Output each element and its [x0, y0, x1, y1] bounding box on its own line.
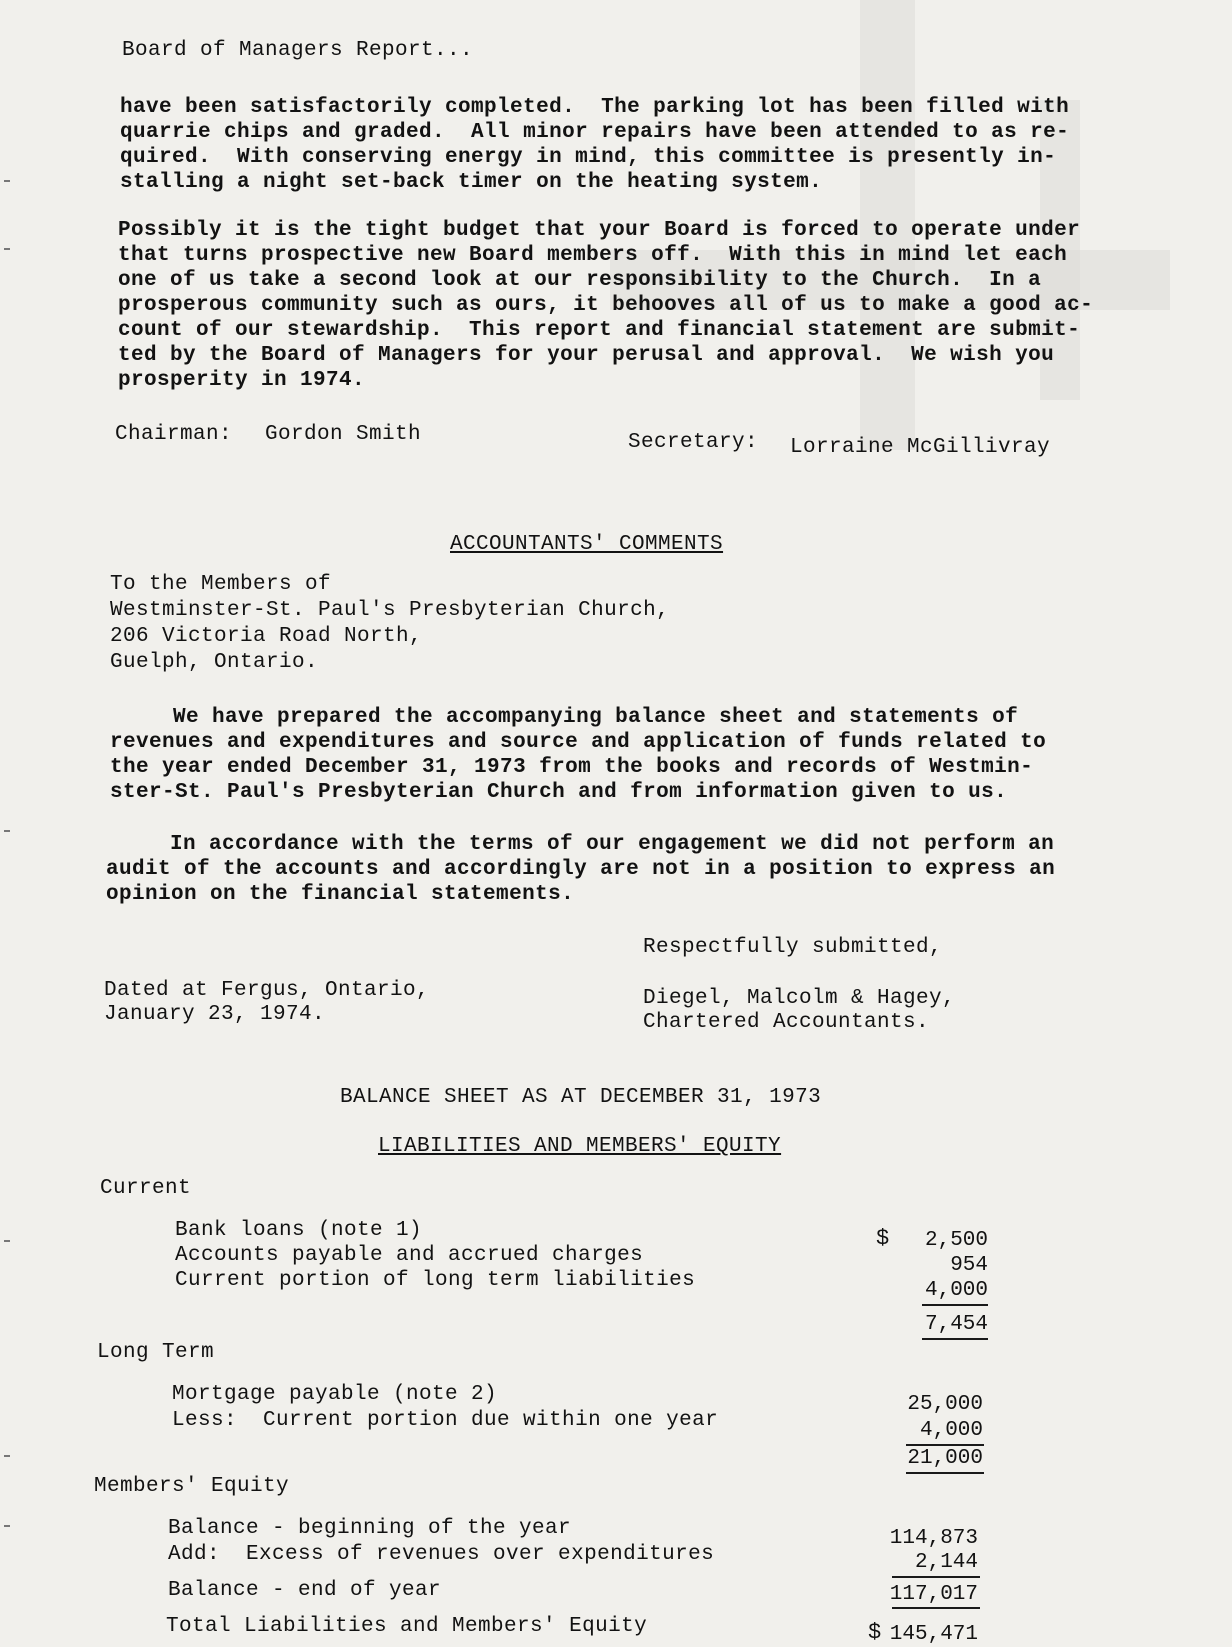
subtotal-rule — [922, 1304, 988, 1306]
balance-sheet-subtitle: LIABILITIES AND MEMBERS' EQUITY — [378, 1135, 782, 1158]
equity-end-label: Balance - end of year — [168, 1579, 442, 1602]
margin-mark — [4, 180, 10, 182]
long-term-item-label: Mortgage payable (note 2) — [172, 1383, 498, 1406]
section-label-current: Current — [100, 1177, 192, 1200]
board-para2-line: count of our stewardship. This report and financial statement are submit- — [118, 319, 1081, 342]
chairman-name: Gordon Smith — [265, 423, 422, 446]
accountants-para2-line: opinion on the financial statements. — [106, 883, 575, 906]
board-para2-line: prosperous community such as ours, it behooves all of us to make a good ac- — [118, 294, 1094, 317]
margin-mark — [4, 830, 10, 832]
address-line: Westminster-St. Paul's Presbyterian Church, — [110, 599, 670, 622]
secretary-name: Lorraine McGillivray — [790, 436, 1051, 459]
accountants-para2-line: In accordance with the terms of our engagement we did not perform an — [170, 833, 1055, 856]
accountants-para1-line: the year ended December 31, 1973 from the books and records of Westmin- — [110, 756, 1034, 779]
current-total: 7,454 — [924, 1313, 988, 1336]
current-item-amount: 954 — [950, 1254, 988, 1277]
accountants-heading: ACCOUNTANTS' COMMENTS — [450, 533, 724, 556]
total-rule — [922, 1338, 988, 1340]
address-line: To the Members of — [110, 573, 332, 596]
current-item-label: Accounts payable and accrued charges — [175, 1244, 644, 1267]
accountants-para2-line: audit of the accounts and accordingly are not in a position to express an — [106, 858, 1056, 881]
signature-line: Diegel, Malcolm & Hagey, — [643, 987, 956, 1010]
closing-line: Respectfully submitted, — [643, 936, 943, 959]
board-para1-line: have been satisfactorily completed. The parking lot has been filled with — [120, 96, 1070, 119]
section-label-equity: Members' Equity — [94, 1475, 290, 1498]
board-para1-line: quarrie chips and graded. All minor repairs have been attended to as re- — [120, 121, 1070, 144]
secretary-label: Secretary: — [628, 431, 759, 454]
board-para2-line: ted by the Board of Managers for your perusal and approval. We wish you — [118, 344, 1055, 367]
grand-total-label: Total Liabilities and Members' Equity — [166, 1615, 648, 1638]
board-para2-line: one of us take a second look at our responsibility to the Church. In a — [118, 269, 1042, 292]
long-term-item-amount: 25,000 — [907, 1393, 983, 1416]
signature-line: Chartered Accountants. — [643, 1011, 930, 1034]
board-para2-line: Possibly it is the tight budget that your Board is forced to operate under — [118, 219, 1081, 242]
long-term-item-amount: 4,000 — [919, 1419, 983, 1442]
equity-end-amount: 117,017 — [889, 1583, 978, 1606]
board-para1-line: stalling a night set-back timer on the heating system. — [120, 171, 823, 194]
balance-sheet-title: BALANCE SHEET AS AT DECEMBER 31, 1973 — [340, 1086, 822, 1109]
board-para1-line: quired. With conserving energy in mind, this committee is presently in- — [120, 146, 1057, 169]
accountants-para1-line: We have prepared the accompanying balance sheet and statements of — [173, 706, 1019, 729]
dated-line: January 23, 1974. — [104, 1003, 326, 1026]
current-item-label: Bank loans (note 1) — [175, 1219, 423, 1242]
margin-mark — [4, 1525, 10, 1527]
equity-item-amount: 2,144 — [914, 1551, 978, 1574]
total-rule — [906, 1472, 984, 1474]
margin-mark — [4, 1240, 10, 1242]
board-para2-line: prosperity in 1974. — [118, 369, 366, 392]
address-line: Guelph, Ontario. — [110, 651, 319, 674]
running-title: Board of Managers Report... — [122, 39, 474, 62]
long-term-total: 21,000 — [907, 1447, 983, 1470]
address-line: 206 Victoria Road North, — [110, 625, 423, 648]
margin-mark — [4, 1455, 10, 1457]
currency-symbol: $ — [876, 1226, 890, 1251]
subtotal-rule — [892, 1576, 980, 1578]
equity-item-label: Add: Excess of revenues over expenditures — [168, 1543, 715, 1566]
dated-line: Dated at Fergus, Ontario, — [104, 979, 430, 1002]
grand-total-currency: $ — [868, 1620, 882, 1645]
grand-total-amount: 145,471 — [889, 1623, 978, 1646]
chairman-label: Chairman: — [115, 423, 233, 446]
long-term-item-label: Less: Current portion due within one year — [172, 1409, 719, 1432]
equity-item-amount: 114,873 — [889, 1527, 978, 1550]
total-rule — [892, 1607, 980, 1609]
board-para2-line: that turns prospective new Board members off. With this in mind let each — [118, 244, 1068, 267]
equity-item-label: Balance - beginning of the year — [168, 1517, 572, 1540]
current-item-amount: 2,500 — [924, 1229, 988, 1252]
current-item-label: Current portion of long term liabilities — [175, 1269, 696, 1292]
accountants-para1-line: ster-St. Paul's Presbyterian Church and from information given to us. — [110, 781, 1008, 804]
current-item-amount: 4,000 — [924, 1279, 988, 1302]
accountants-para1-line: revenues and expenditures and source and application of funds related to — [110, 731, 1047, 754]
margin-mark — [4, 248, 10, 250]
section-label-long-term: Long Term — [97, 1341, 215, 1364]
